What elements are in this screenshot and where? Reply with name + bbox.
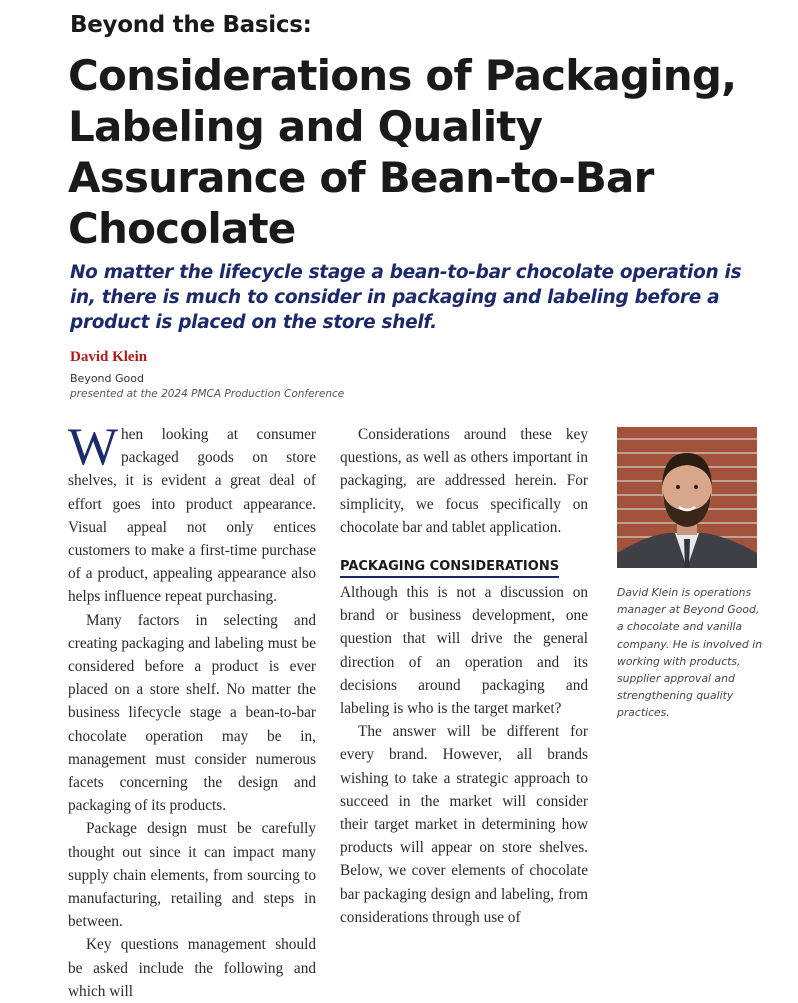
- article-kicker: Beyond the Basics:: [70, 12, 312, 38]
- paragraph: [68, 418, 316, 609]
- paragraph: Package design must be carefully thought out since it can impact many supply chain elements, from sourcing to manufacturing, retailing and steps in between.: [68, 820, 316, 931]
- paragraph: Many factors in selecting and creating packaging and labeling must be considered before a product is ever placed on a store shelf. No matter the business lifecycle stage a bean-to-bar chocolate operation may be in, management must consider numerous facets concerning the design and packaging of its products.: [68, 611, 316, 815]
- paragraph: The answer will be different for every brand. However, all brands wishing to take a strategic approach to succeed in the market will consider their target market in determining how products will appear on store shelves. Below, we cover elements of chocolate bar packaging design and labeling, from considerations through use of: [340, 723, 588, 926]
- column-1: [68, 418, 316, 1003]
- article-title: Considerations of Packaging, Labeling and Quality Assurance of Bean-to-Bar Chocolate: [68, 51, 737, 253]
- author-portrait-icon: [617, 427, 757, 568]
- drop-cap: W: [68, 418, 119, 476]
- author-bio-caption: David Klein is operations manager at Beyond Good, a chocolate and vanilla company. He is involved in working with products, supplier approval and strengthening quality practices.: [617, 586, 763, 720]
- presented-note: presented at the 2024 PMCA Production Conference: [70, 388, 345, 400]
- paragraph: Considerations around these key questions, as well as others important in packaging, are addressed herein. For simplicity, we focus specifically on chocolate bar and tablet application.: [340, 426, 588, 536]
- author-name: David Klein: [70, 349, 148, 365]
- column-2: [340, 423, 588, 929]
- author-affiliation: Beyond Good: [70, 372, 144, 385]
- paragraph: Although this is not a discussion on brand or business development, one question that will drive the general direction of an operation and its decisions around packaging and labeling is who is the target market?: [340, 584, 588, 718]
- section-heading: PACKAGING CONSIDERATIONS: [340, 559, 559, 578]
- article-dek: No matter the lifecycle stage a bean-to-bar chocolate operation is in, there is much to consider in packaging and labeling before a product is placed on the store shelf.: [70, 262, 742, 333]
- paragraph: Key questions management should be asked include the following and which will: [68, 936, 316, 1000]
- author-photo: [617, 427, 757, 568]
- paragraph-text: hen looking at consumer packaged goods on store shelves, it is evident a great deal of effort goes into product appearance. Visual appeal not only entices customers to make a first-time purchase of a product, appealing appearance also helps influence repeat purchasing.: [68, 426, 316, 606]
